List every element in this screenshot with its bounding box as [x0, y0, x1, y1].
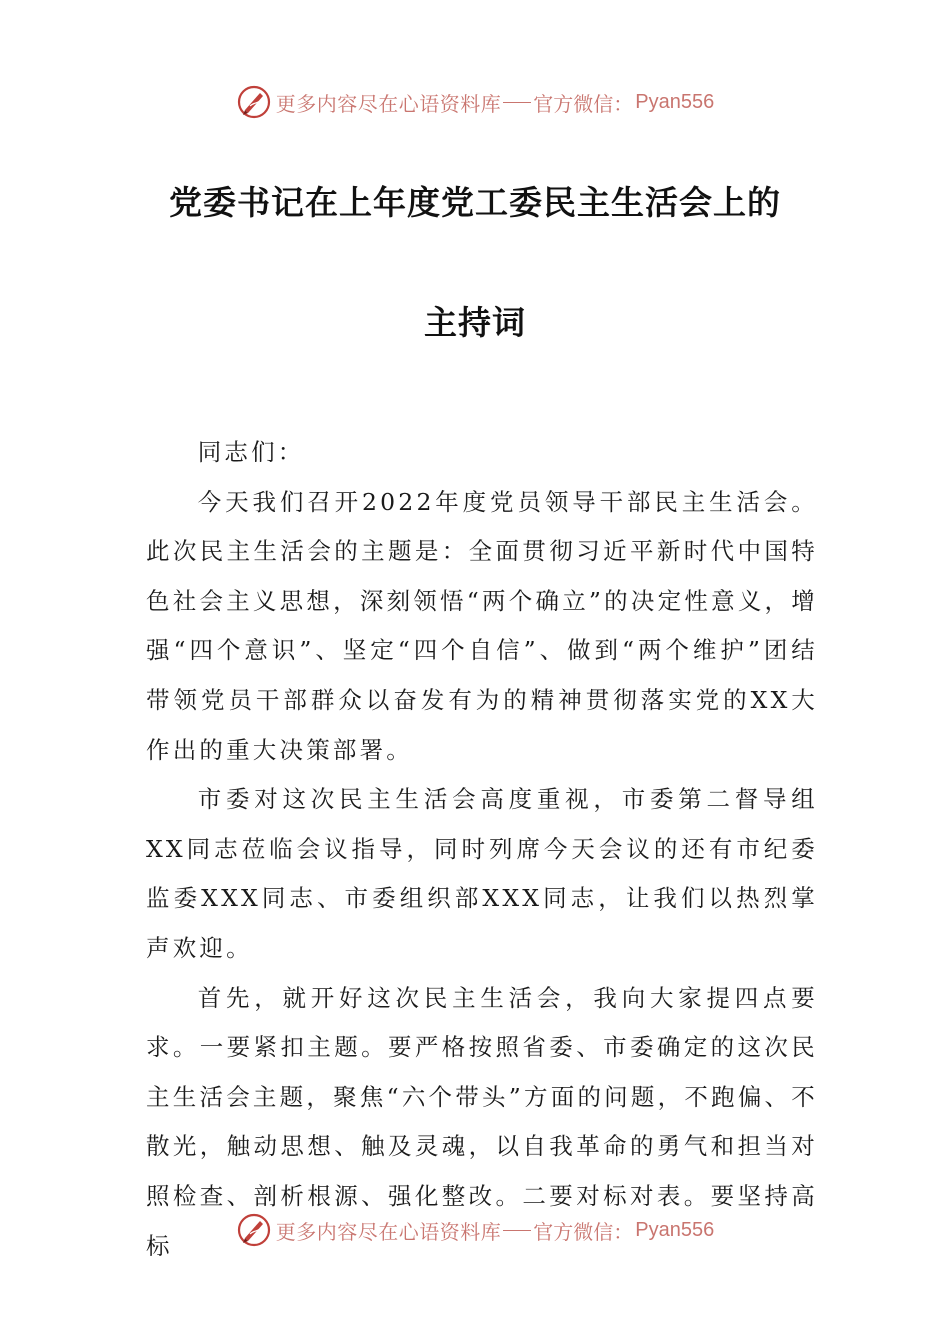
- paragraph-attendees: 市委对这次民主生活会高度重视，市委第二督导组XX同志莅临会议指导，同时列席今天会议的还有市纪委监委XXX同志、市委组织部XXX同志，让我们以热烈掌声欢迎。: [146, 785, 818, 962]
- pen-circle-icon: [236, 1212, 272, 1248]
- footer-watermark-banner: [0, 1210, 950, 1250]
- watermark-dash: [503, 1230, 531, 1231]
- watermark-text: 更多内容尽在心语资料库: [275, 91, 502, 116]
- pen-circle-icon: [236, 84, 272, 120]
- header-watermark-banner: [0, 82, 950, 122]
- watermark-wechat-label: 官方微信：: [533, 1219, 634, 1244]
- watermark-wechat-id: Pyan556: [635, 90, 715, 113]
- paragraph-meeting-theme: 今天我们召开2022年度党员领导干部民主生活会。此次民主生活会的主题是：全面贯彻习近平新时代中国特色社会主义思想，深刻领悟“两个确立”的决定性意义，增强“四个意识”、坚定“四个自信”、做到“两个维护”团结带领党员干部群众以奋发有为的精神贯彻落实党的XX大作出的重大决策部署。: [146, 487, 818, 764]
- document-title-line-1: 党委书记在上年度党工委民主生活会上的: [169, 183, 781, 222]
- paragraph-requirements: 首先，就开好这次民主生活会，我向大家提四点要求。一要紧扣主题。要严格按照省委、市委确定的这次民主生活会主题，聚焦“六个带头”方面的问题，不跑偏、不散光，触动思想、触及灵魂，以自我革命的勇气和担当对照检查、剖析根源、强化整改。二要对标对表。要坚持高标: [146, 983, 818, 1260]
- paragraph-salutation: 同志们：: [197, 438, 305, 466]
- watermark-text: 更多内容尽在心语资料库: [275, 1219, 502, 1244]
- document-body: [146, 428, 818, 1271]
- watermark-wechat-id: Pyan556: [635, 1218, 715, 1241]
- watermark-wechat-label: 官方微信：: [533, 91, 634, 116]
- document-title-line-2: 主持词: [424, 303, 526, 342]
- watermark-dash: [503, 102, 531, 103]
